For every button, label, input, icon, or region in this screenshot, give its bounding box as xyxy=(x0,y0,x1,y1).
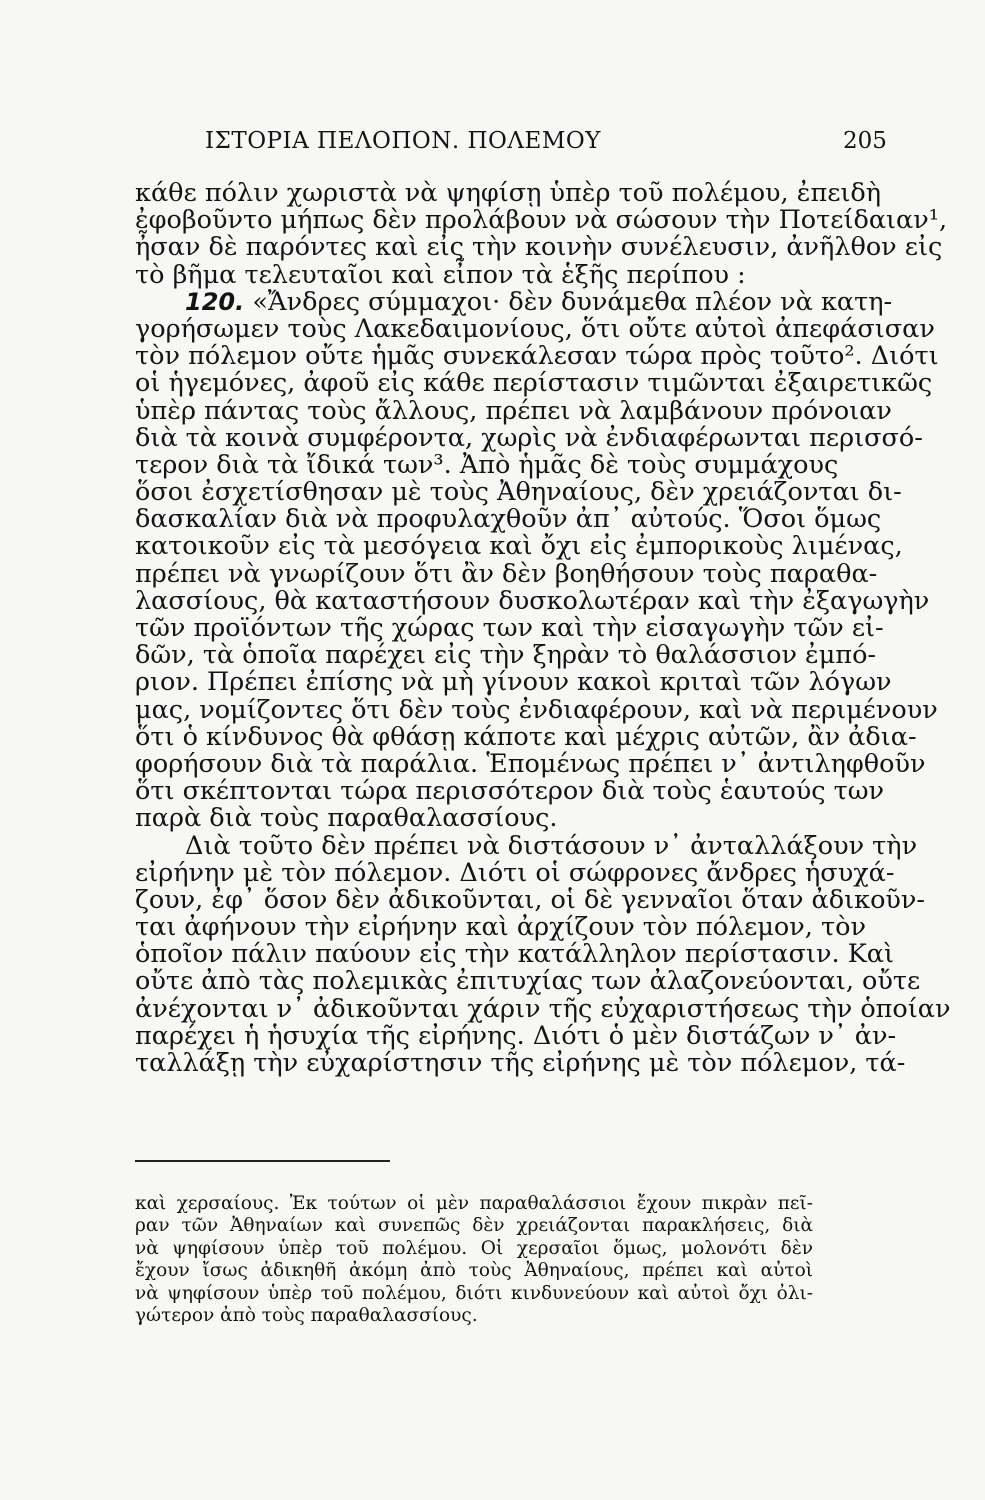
text-line: ριον. Πρέπει ἐπίσης νὰ μὴ γίνουν κακοὶ κριταὶ τῶν λόγων xyxy=(135,667,892,698)
text-line: τῶν προϊόντων τῆς χώρας των καὶ τὴν εἰσαγωγὴν τῶν εἰ- xyxy=(135,613,884,643)
text-line: παρέχει ἡ ἡσυχία τῆς εἰρήνης. Διότι ὁ μὲν διστάζων ν᾽ ἀν- xyxy=(135,1020,897,1051)
text-line: ἐφοβοῦντο μήπως δὲν προλάβουν νὰ σώσουν τὴν Ποτείδαιαν¹, xyxy=(135,205,948,236)
text-line: ἀνέχονται ν᾽ ἀδικοῦνται χάριν τῆς εὐχαριστήσεως τὴν ὁποίαν xyxy=(135,993,951,1024)
text-line: δῶν, τὰ ὁποῖα παρέχει εἰς τὴν ξηρὰν τὸ θαλάσσιον ἐμπό- xyxy=(135,640,877,671)
text-line: «Ἄνδρες σύμμαχοι· δὲν δυνάμεθα πλέον νὰ κατη- xyxy=(252,286,893,317)
section-first-line xyxy=(135,286,893,317)
text-line: οἱ ἡγεμόνες, ἀφοῦ εἰς κάθε περίστασιν τιμῶνται ἐξαιρετικῶς xyxy=(135,368,933,399)
text-line: τὸ βῆμα τελευταῖοι καὶ εἶπον τὰ ἑξῆς περίπου : xyxy=(135,259,746,290)
text-line: ὑπὲρ πάντας τοὺς ἄλλους, πρέπει νὰ λαμβάνουν πρόνοιαν xyxy=(135,395,892,426)
text-line: ἦσαν δὲ παρόντες καὶ εἰς τὴν κοινὴν συνέλευσιν, ἀνῆλθον εἰς xyxy=(135,232,943,263)
footnote-line: νὰ ψηφίσουν ὑπὲρ τοῦ πολέμου. Οἱ χερσαῖοι ὅμως, μολονότι δὲν xyxy=(135,1237,813,1259)
text-line: δασκαλίαν διὰ νὰ προφυλαχθοῦν ἀπ᾽ αὐτούς. Ὅσοι ὅμως xyxy=(135,504,882,535)
text-line: ζουν, ἐφ᾽ ὅσον δὲν ἀδικοῦνται, οἱ δὲ γενναῖοι ὅταν ἀδικοῦν- xyxy=(135,884,926,915)
text-line: κάθε πόλιν χωριστὰ νὰ ψηφίσῃ ὑπὲρ τοῦ πολέμου, ἐπειδὴ xyxy=(135,178,882,208)
text-line: ὅτι ὁ κίνδυνος θὰ φθάσῃ κάποτε καὶ μέχρις αὐτῶν, ἂν ἀδια- xyxy=(135,721,917,752)
footnote-line: καὶ χερσαίους. Ἐκ τούτων οἱ μὲν παραθαλάσσιοι ἔχουν πικρὰν πεῖ- xyxy=(135,1193,813,1214)
section-number: 120. xyxy=(185,287,245,316)
page-number: 205 xyxy=(843,128,887,154)
footnote-rule xyxy=(135,1160,390,1162)
text-line: φορήσουν διὰ τὰ παράλια. Ἑπομένως πρέπει ν᾽ ἀντιληφθοῦν xyxy=(135,748,926,779)
footnotes xyxy=(135,1193,813,1327)
text-line: Διὰ τοῦτο δὲν πρέπει νὰ διστάσουν ν᾽ ἀνταλλάξουν τὴν xyxy=(185,830,918,861)
footnote-line: γώτερον ἀπὸ τοὺς παραθαλασσίους. xyxy=(135,1304,478,1326)
text-line: τερον διὰ τὰ ἴδικά των³. Ἀπὸ ἡμᾶς δὲ τοὺς συμμάχους xyxy=(135,449,839,480)
text-line: ὁποῖον πάλιν παύουν εἰς τὴν κατάλληλον περίστασιν. Καὶ xyxy=(135,939,894,970)
body-text xyxy=(135,178,951,1078)
text-line: εἰρήνην μὲ τὸν πόλεμον. Διότι οἱ σώφρονες ἄνδρες ἡσυχά- xyxy=(135,857,895,888)
text-line: ταλλάξῃ τὴν εὐχαρίστησιν τῆς εἰρήνης μὲ τὸν πόλεμον, τά- xyxy=(135,1048,906,1078)
text-line: πρέπει νὰ γνωρίζουν ὅτι ἂν δὲν βοηθήσουν τοὺς παραθα- xyxy=(135,558,878,589)
text-line: οὔτε ἀπὸ τὰς πολεμικὰς ἐπιτυχίας των ἀλαζονεύονται, οὔτε xyxy=(135,966,921,997)
text-line: παρὰ διὰ τοὺς παραθαλασσίους. xyxy=(135,803,558,834)
text-line: γορήσωμεν τοὺς Λακεδαιμονίους, ὅτι οὔτε αὐτοὶ ἀπεφάσισαν xyxy=(135,313,935,344)
text-line: τὸν πόλεμον οὔτε ἡμᾶς συνεκάλεσαν τώρα πρὸς τοῦτο². Διότι xyxy=(135,341,939,372)
footnote-line: νὰ ψηφίσουν ὑπὲρ τοῦ πολέμου, διότι κινδυνεύουν καὶ αὐτοὶ ὄχι ὀλι- xyxy=(135,1282,813,1304)
running-head: ΙΣΤΟΡΙΑ ΠΕΛΟΠΟΝ. ΠΟΛΕΜΟΥ xyxy=(205,128,601,154)
text-line: κατοικοῦν εἰς τὰ μεσόγεια καὶ ὄχι εἰς ἐμπορικοὺς λιμένας, xyxy=(135,531,903,562)
footnote-line: ἔχουν ἴσως ἀδικηθῆ ἀκόμη ἀπὸ τοὺς Ἀθηναίους, πρέπει καὶ αὐτοὶ xyxy=(135,1260,813,1282)
footnote-line: ραν τῶν Ἀθηναίων καὶ συνεπῶς δὲν χρειάζονται παρακλήσεις, διὰ xyxy=(135,1215,813,1237)
text-line: διὰ τὰ κοινὰ συμφέροντα, χωρὶς νὰ ἐνδιαφέρωνται περισσό- xyxy=(135,422,923,453)
text-line: ται ἀφήνουν τὴν εἰρήνην καὶ ἀρχίζουν τὸν πόλεμον, τὸν xyxy=(135,912,866,943)
text-line: μας, νομίζοντες ὅτι δὲν τοὺς ἐνδιαφέρουν, καὶ νὰ περιμένουν xyxy=(135,694,938,725)
text-line: ὅτι σκέπτονται τώρα περισσότερον διὰ τοὺς ἑαυτούς των xyxy=(135,776,885,807)
text-line: ὅσοι ἐσχετίσθησαν μὲ τοὺς Ἀθηναίους, δὲν χρειάζονται δι- xyxy=(135,477,902,508)
text-line: λασσίους, θὰ καταστήσουν δυσκολωτέραν καὶ τὴν ἐξαγωγὴν xyxy=(135,585,930,616)
